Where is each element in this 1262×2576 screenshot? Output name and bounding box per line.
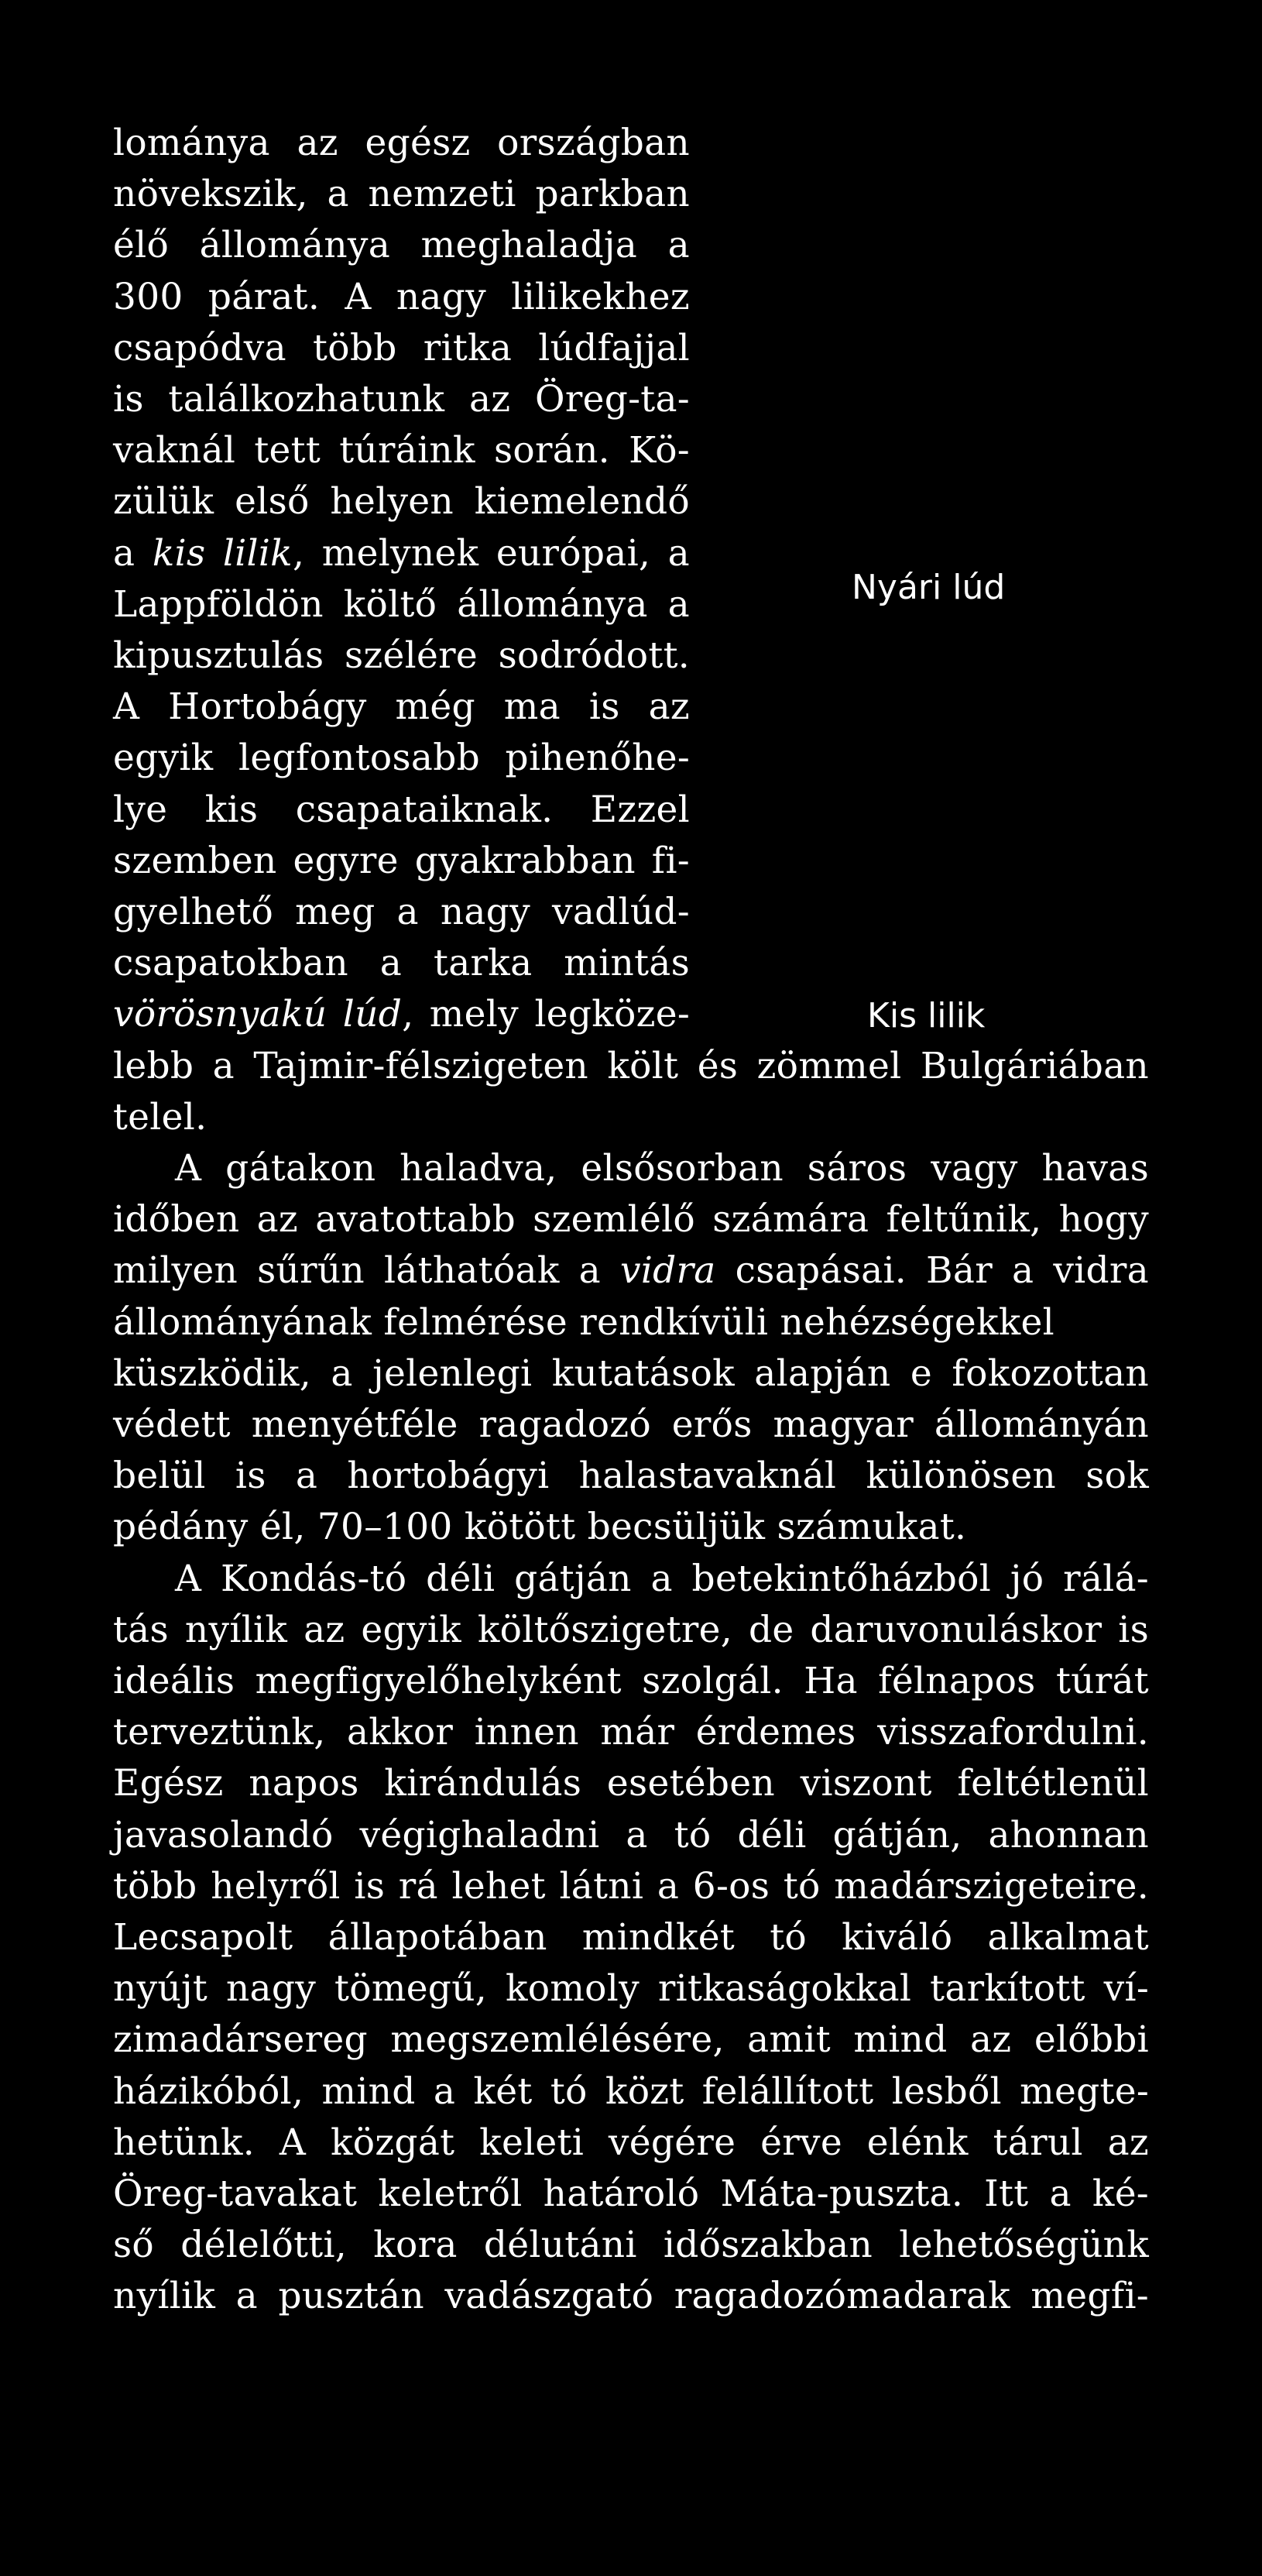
text-run: javasolandó végighaladni a tó déli gátján, ahonnan <box>113 1814 1149 1856</box>
italic-term: vidra <box>619 1249 716 1292</box>
text-line <box>113 2014 1149 2066</box>
text-run: csapódva több ritka lúdfajjal <box>113 327 690 369</box>
text-run: lye kis csapataiknak. Ezzel <box>113 788 690 831</box>
text-line <box>113 118 690 169</box>
text-run: növekszik, a nemzeti parkban <box>113 173 690 215</box>
text-line <box>113 887 690 938</box>
text-run: Egész napos kirándulás esetében viszont feltétlenül <box>113 1762 1149 1805</box>
text-line <box>113 2117 1149 2169</box>
text-line <box>113 1194 1149 1245</box>
text-line <box>113 1656 1149 1707</box>
text-run: állományának felmérése rendkívüli nehézségekkel <box>113 1301 1055 1344</box>
text-run: A Hortobágy még ma is az <box>113 685 690 728</box>
text-run: lománya az egész országban <box>113 122 690 164</box>
text-run: telel. <box>113 1096 207 1139</box>
text-line <box>113 2169 1149 2220</box>
text-line <box>113 579 690 630</box>
text-run: milyen sűrűn láthatóak a <box>113 1249 620 1292</box>
text-line <box>113 2066 1149 2117</box>
text-line <box>113 1861 1149 1912</box>
text-run: terveztünk, akkor innen már érdemes visszafordulni. <box>113 1711 1149 1753</box>
text-line <box>113 1092 207 1143</box>
text-line <box>113 630 690 682</box>
text-run: 300 párat. A nagy lilikekhez <box>113 276 690 318</box>
text-line <box>113 1707 1149 1758</box>
text-run: egyik legfontosabb pihenőhe- <box>113 737 690 779</box>
text-run: hetünk. A közgát keleti végére érve elénk tárul az <box>113 2121 1149 2164</box>
italic-term: kis lilik <box>152 532 293 575</box>
text-line <box>113 374 690 425</box>
text-run: házikóból, mind a két tó közt felállított lesből megte- <box>113 2070 1149 2113</box>
text-run: védett menyétféle ragadozó erős magyar állományán <box>113 1403 1149 1446</box>
text-line <box>113 1810 1149 1861</box>
text-line <box>113 272 690 323</box>
text-run: vaknál tett túráink során. Kö- <box>113 429 690 472</box>
text-line <box>113 682 690 733</box>
text-line <box>113 169 690 220</box>
text-run: is találkozhatunk az Öreg-ta- <box>113 378 690 421</box>
text-line <box>175 1143 1149 1194</box>
text-line <box>113 2220 1149 2271</box>
italic-term: vörösnyakú lúd <box>113 993 403 1036</box>
text-line <box>175 1554 1149 1605</box>
text-run: csapatokban a tarka mintás <box>113 942 690 984</box>
text-run: küszködik, a jelenlegi kutatások alapján e fokozottan <box>113 1352 1149 1395</box>
text-run: zülük első helyen kiemelendő <box>113 480 690 523</box>
text-run: Lappföldön költő állománya a <box>113 583 690 626</box>
text-line <box>113 1605 1149 1656</box>
text-run: időben az avatottabb szemlélő számára feltűnik, hogy <box>113 1198 1149 1241</box>
text-run: csapásai. Bár a vidra <box>715 1249 1149 1292</box>
text-run: nyújt nagy tömegű, komoly ritkaságokkal tarkított ví- <box>113 1967 1149 2010</box>
text-line <box>113 528 690 579</box>
text-run: tás nyílik az egyik költőszigetre, de daruvonuláskor is <box>113 1609 1149 1651</box>
text-line <box>113 1297 1055 1348</box>
caption-kis-lilik: Kis lilik <box>867 996 986 1036</box>
text-run: több helyről is rá lehet látni a 6-os tó madárszigeteire. <box>113 1865 1149 1908</box>
text-run: Öreg-tavakat keletről határoló Máta-puszta. Itt a ké- <box>113 2172 1149 2215</box>
text-line <box>113 323 690 374</box>
text-run: szemben egyre gyakrabban fi- <box>113 840 690 882</box>
text-line <box>113 1451 1149 1502</box>
text-run: ideális megfigyelőhelyként szolgál. Ha félnapos túrát <box>113 1660 1149 1702</box>
text-line <box>113 1041 1149 1092</box>
text-run: a <box>113 532 153 575</box>
text-run: A Kondás-tó déli gátján a betekintőházból jó rálá- <box>175 1558 1149 1600</box>
text-run: Lecsapolt állapotában mindkét tó kiváló alkalmat <box>113 1916 1149 1959</box>
text-line <box>113 1963 1149 2014</box>
text-line <box>113 1758 1149 1809</box>
text-line <box>113 989 690 1040</box>
text-line <box>113 1245 1149 1297</box>
text-run: , melynek európai, a <box>292 532 690 575</box>
text-line <box>113 2271 1149 2322</box>
text-line <box>113 1400 1149 1451</box>
text-line <box>113 733 690 784</box>
text-run: kipusztulás szélére sodródott. <box>113 634 690 677</box>
text-line <box>113 476 690 527</box>
text-run: lebb a Tajmir-félszigeten költ és zömmel Bulgáriában <box>113 1045 1149 1087</box>
text-run: pédány él, 70–100 kötött becsüljük számukat. <box>113 1506 967 1548</box>
text-line <box>113 1502 966 1553</box>
text-run: nyílik a pusztán vadászgató ragadozómadarak megfi- <box>113 2275 1149 2317</box>
text-line <box>113 836 690 887</box>
text-run: ső délelőtti, kora délutáni időszakban lehetőségünk <box>113 2224 1149 2266</box>
text-run: zimadársereg megszemlélésére, amit mind az előbbi <box>113 2018 1149 2061</box>
text-run: belül is a hortobágyi halastavaknál különösen sok <box>113 1455 1149 1497</box>
text-line <box>113 1912 1149 1963</box>
text-line <box>113 220 690 271</box>
text-line <box>113 938 690 989</box>
text-line <box>113 425 690 476</box>
text-run: A gátakon haladva, elsősorban sáros vagy havas <box>175 1147 1149 1190</box>
text-run: , mely legköze- <box>402 993 691 1036</box>
text-line <box>113 785 690 836</box>
text-run: élő állománya meghaladja a <box>113 224 690 266</box>
text-run: gyelhető meg a nagy vadlúd- <box>113 891 690 933</box>
text-line <box>113 1348 1149 1400</box>
caption-nyari-lud: Nyári lúd <box>852 568 1006 607</box>
